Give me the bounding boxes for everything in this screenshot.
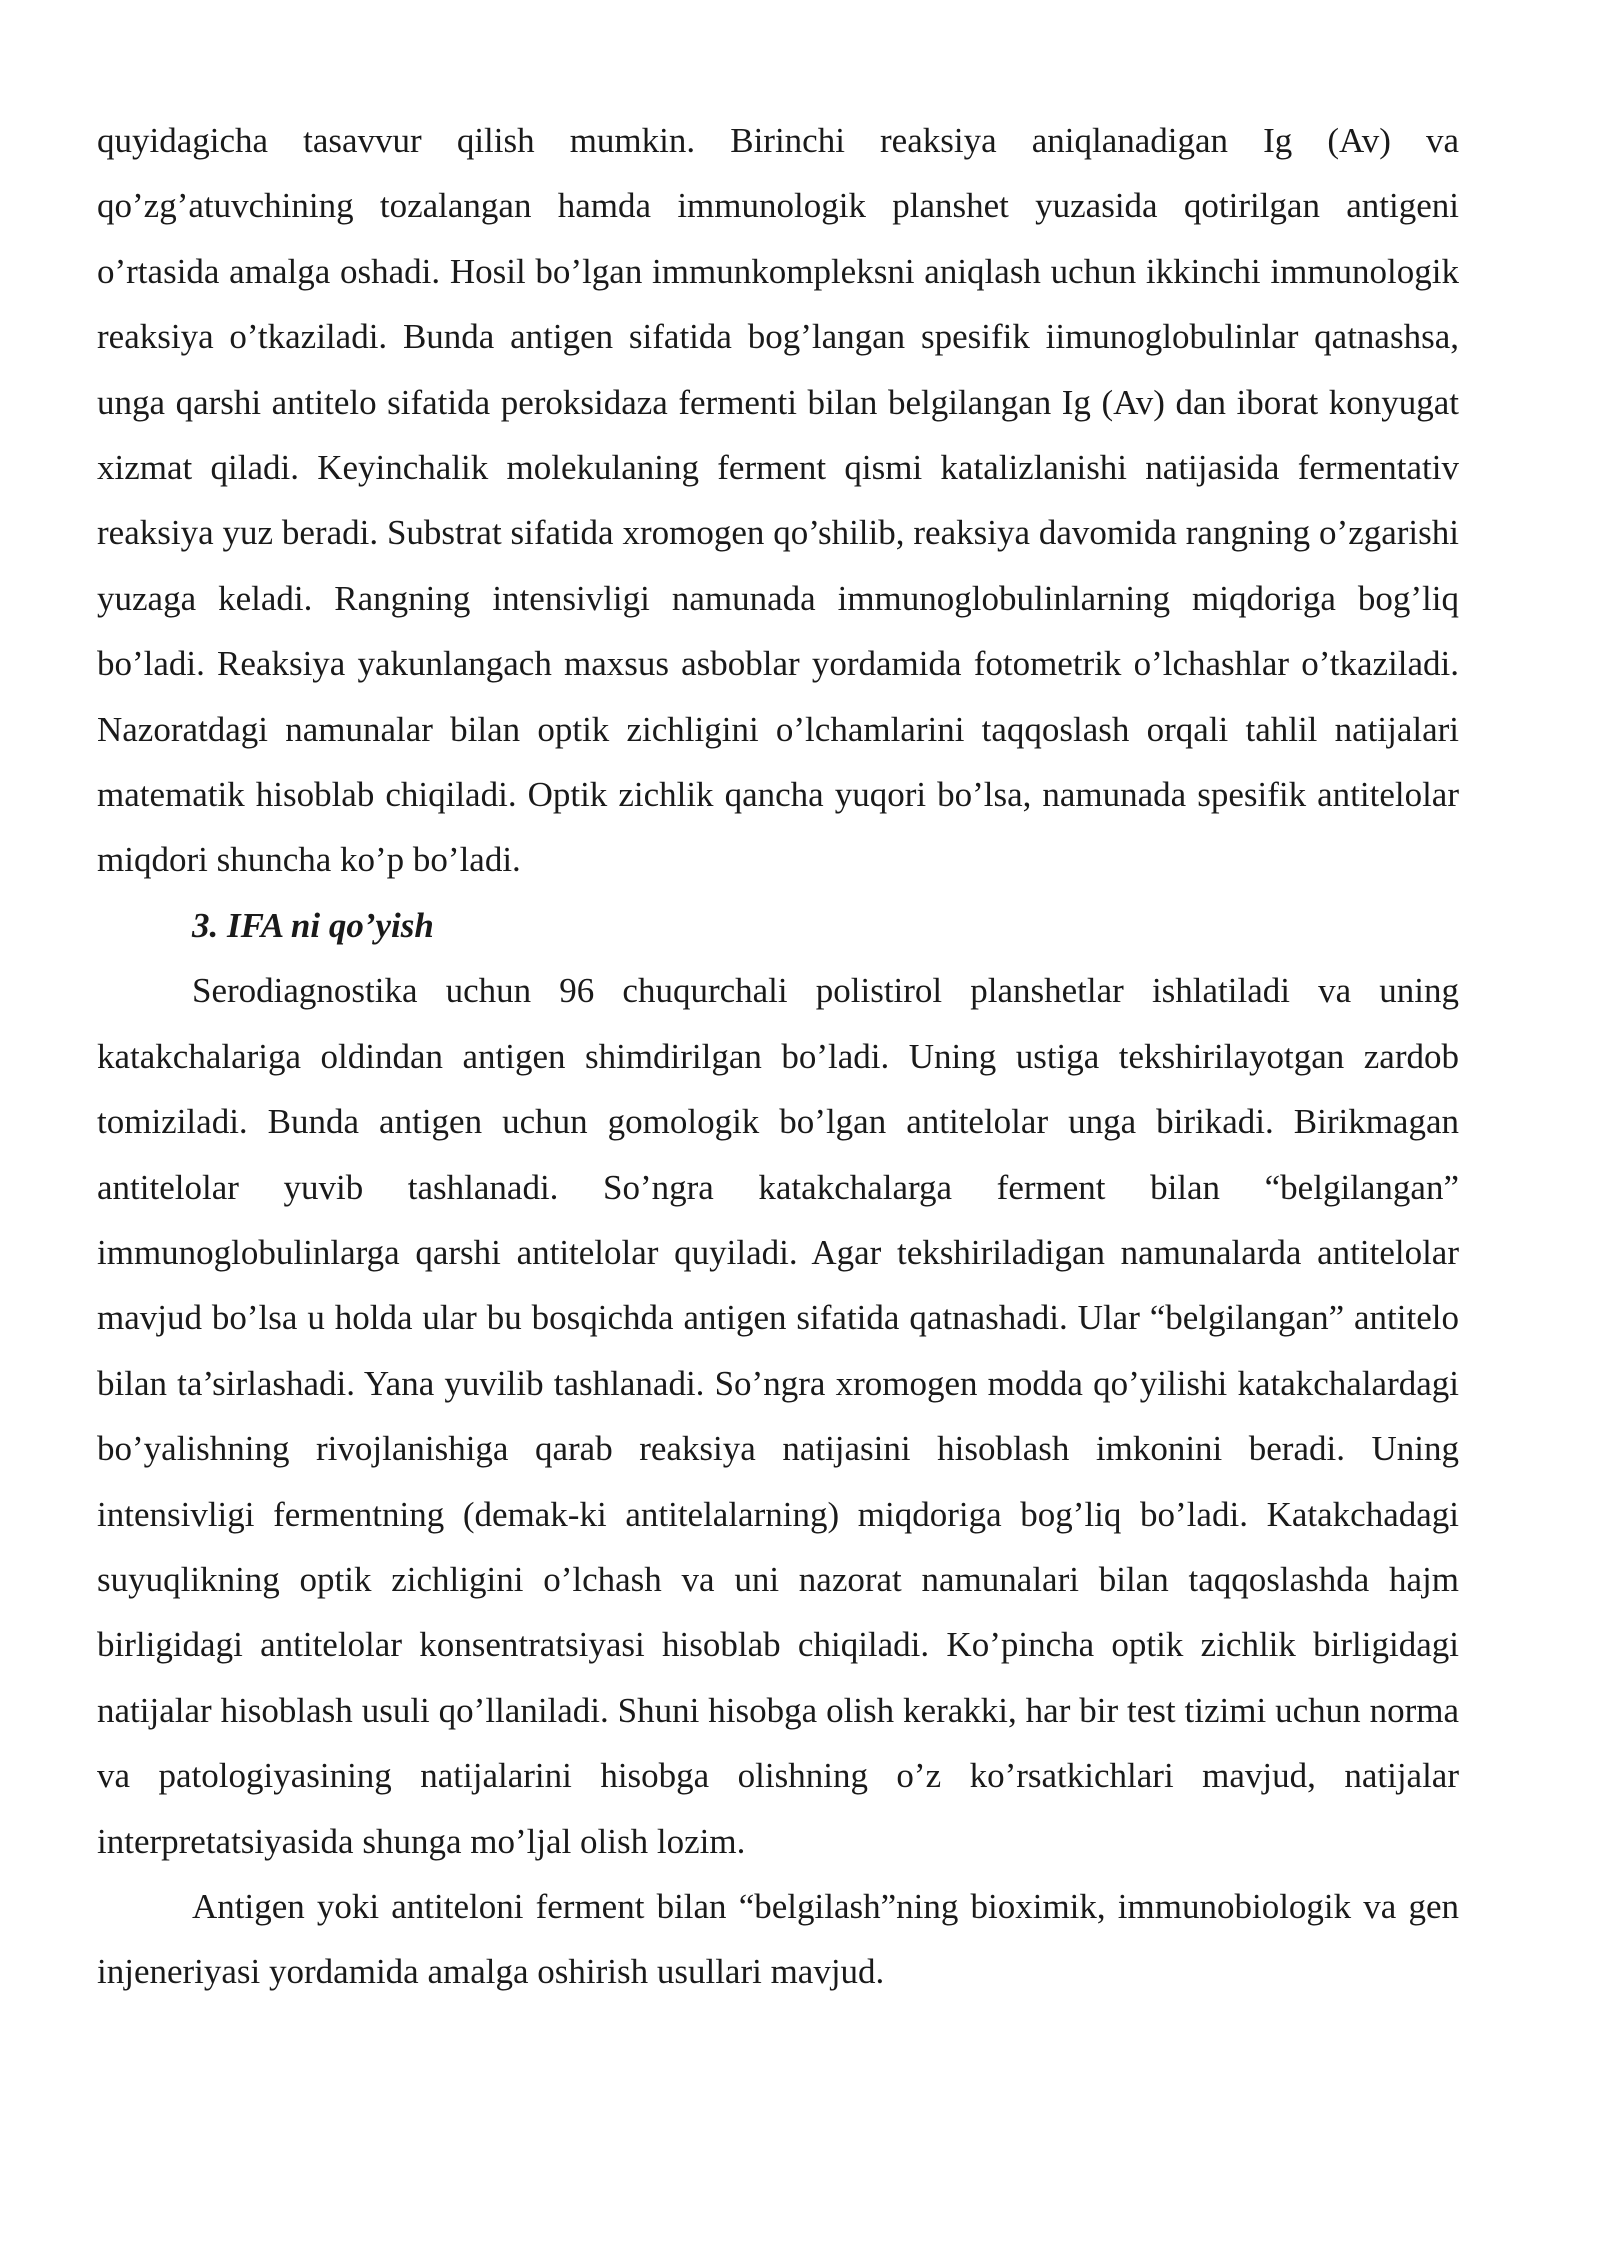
paragraph-continuation: quyidagicha tasavvur qilish mumkin. Birinchi reaksiya aniqlanadigan Ig (Av) va qo’zg’atuvchining tozalangan hamda immunologik planshet yuzasida qotirilgan antigeni o’rtasida amalga oshadi. Hosil bo’lgan immunkompleksni aniqlash uchun ikkinchi immunologik reaksiya o’tkaziladi. Bunda antigen sifatida bog’langan spesifik iimunoglobulinlar qatnashsa, unga qarshi antitelo sifatida peroksidaza fermenti bilan belgilangan Ig (Av) dan iborat konyugat xizmat qiladi. Keyinchalik molekulaning ferment qismi katalizlanishi natijasida fermentativ reaksiya yuz beradi. Substrat sifatida xromogen qo’shilib, reaksiya davomida rangning o’zgarishi yuzaga keladi. Rangning intensivligi namunada immunoglobulinlarning miqdoriga bog’liq bo’ladi. Reaksiya yakunlangach maxsus asboblar yordamida fotometrik o’lchashlar o’tkaziladi. Nazoratdagi namunalar bilan optik zichligini o’lchamlarini taqqoslash orqali tahlil natijalari matematik hisoblab chiqiladi. Optik zichlik qancha yuqori bo’lsa, namunada spesifik antitelolar miqdori shuncha ko’p bo’ladi.	[97, 121, 1459, 880]
paragraph-labeling-methods: Antigen yoki antiteloni ferment bilan “belgilash”ning bioximik, immunobiologik va gen injeneriyasi yordamida amalga oshirish usullari mavjud.	[97, 1886, 1459, 1992]
paragraph-ifa-procedure: Serodiagnostika uchun 96 chuqurchali polistirol planshetlar ishlatiladi va uning katakchalariga oldindan antigen shimdirilgan bo’ladi. Uning ustiga tekshirilayotgan zardob tomiziladi. Bunda antigen uchun gomologik bo’lgan antitelolar unga birikadi. Birikmagan antitelolar yuvib tashlanadi. So’ngra katakchalarga ferment bilan “belgilangan” immunoglobulinlarga qarshi antitelolar quyiladi. Agar tekshiriladigan namunalarda antitelolar mavjud bo’lsa u holda ular bu bosqichda antigen sifatida qatnashadi. Ular “belgilangan” antitelo bilan ta’sirlashadi. Yana yuvilib tashlanadi. So’ngra xromogen modda qo’yilishi katakchalardagi bo’yalishning rivojlanishiga qarab reaksiya natijasini hisoblash imkonini beradi. Uning intensivligi fermentning (demak-ki antitelalarning) miqdoriga bog’liq bo’ladi. Katakchadagi suyuqlikning optik zichligini o’lchash va uni nazorat namunalari bilan taqqoslashda hajm birligidagi antitelolar konsentratsiyasi hisoblab chiqiladi. Ko’pincha optik zichlik birligidagi natijalar hisoblash usuli qo’llaniladi. Shuni hisobga olish kerakki, har bir test tizimi uchun norma va patologiyasining natijalarini hisobga olishning o’z ko’rsatkichlari mavjud, natijalar interpretatsiyasida shunga mo’ljal olish lozim.	[97, 971, 1459, 1861]
document-page	[97, 108, 1459, 2005]
section-heading: 3. IFA ni qo’yish	[192, 905, 434, 945]
